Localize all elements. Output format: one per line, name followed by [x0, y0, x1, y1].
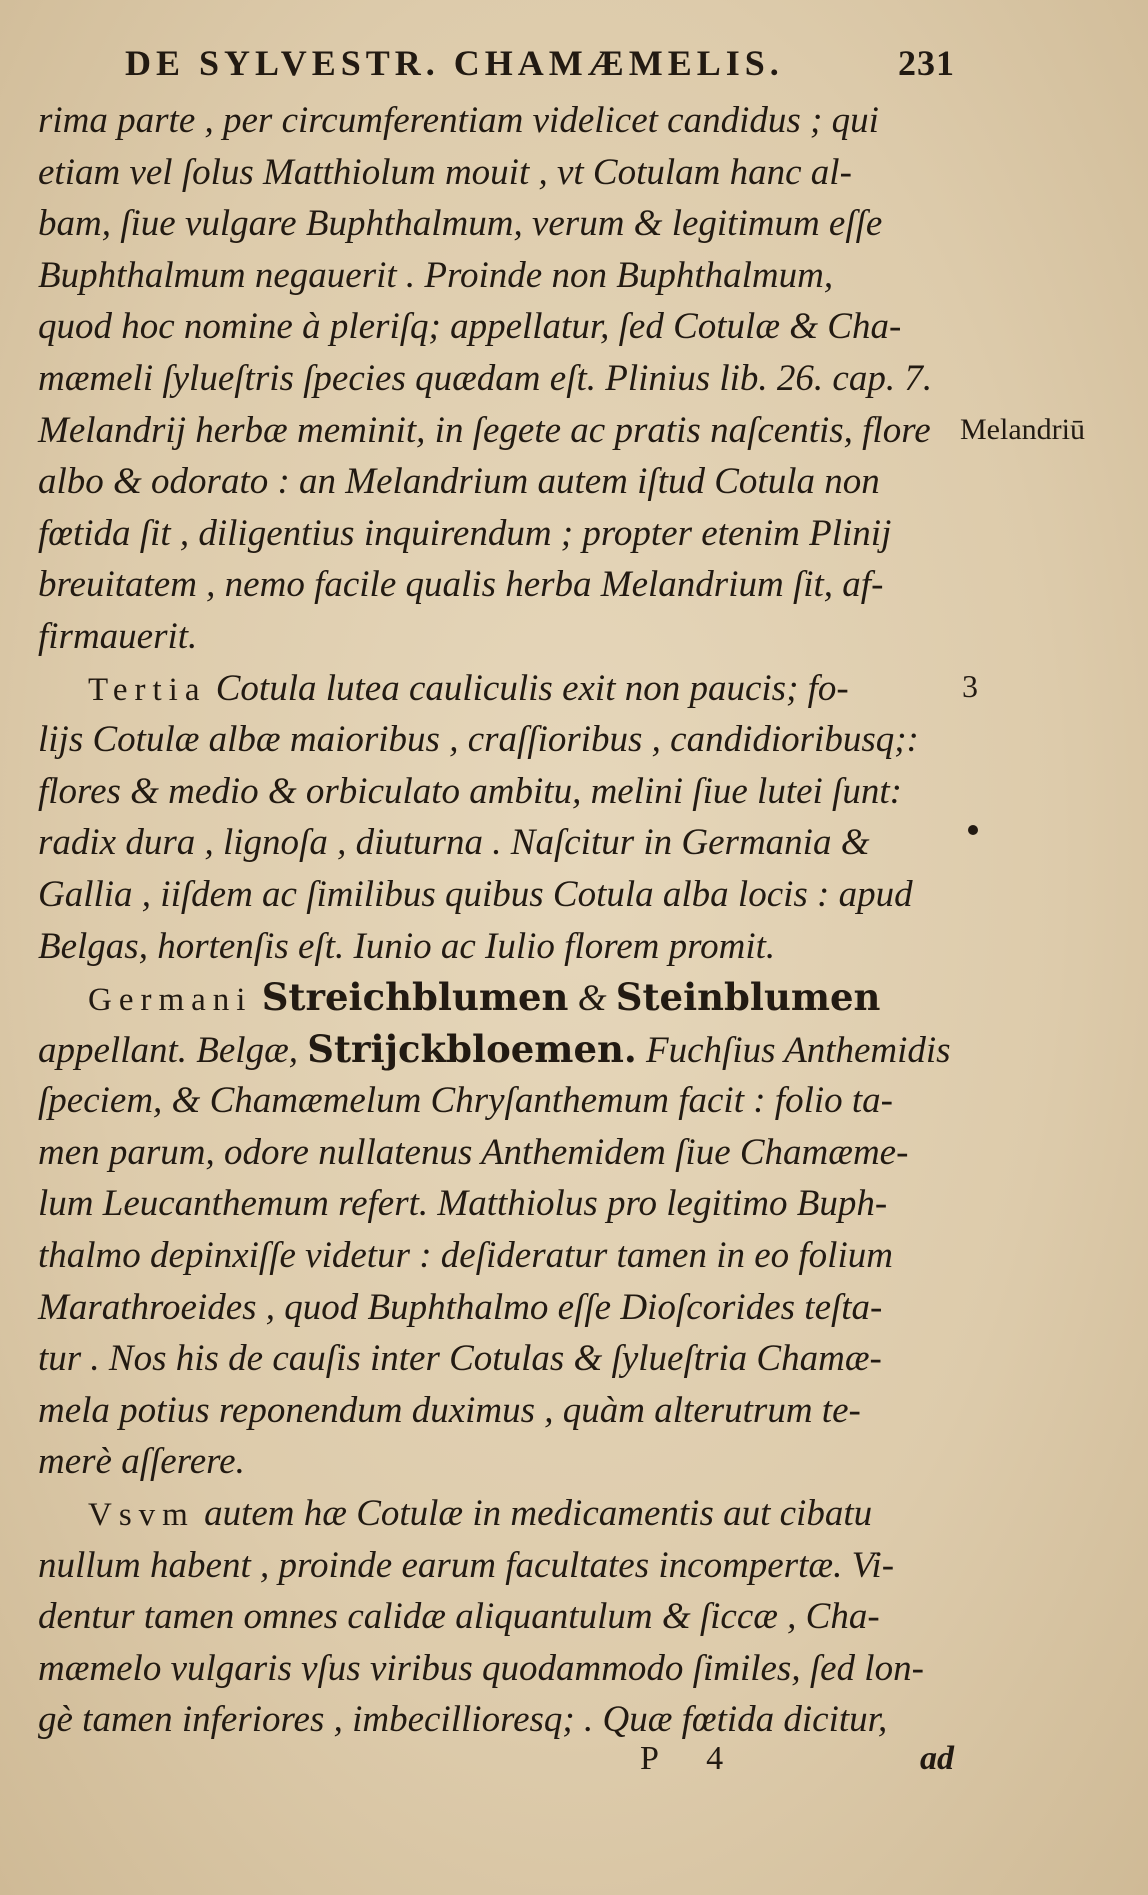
page-number: 231	[898, 43, 955, 83]
german-name: Streichblumen	[261, 975, 569, 1020]
text-line: mæmelo vulgaris vſus viribus quodammodo ſimiles, ſed lon-	[38, 1647, 924, 1689]
text-line: quod hoc nomine à pleriſq; appellatur, ſed Cotulæ & Cha-	[38, 306, 902, 348]
catchword: ad	[920, 1740, 954, 1777]
text-span: Cotula lutea cauliculis exit non paucis; fo-	[206, 667, 849, 709]
text-line: bam, ſiue vulgare Buphthalmum, verum & legitimum eſſe	[38, 203, 883, 245]
text-line: Gallia , iiſdem ac ſimilibus quibus Cotula alba locis : apud	[38, 873, 913, 915]
text-line: flores & medio & orbiculato ambitu, melini ſiue lutei ſunt:	[38, 770, 902, 812]
text-line: Belgas, hortenſis eſt. Iunio ac Iulio florem promit.	[38, 925, 776, 967]
text-line: etiam vel ſolus Matthiolum mouit , vt Cotulam hanc al-	[38, 151, 852, 193]
text-span: &	[568, 978, 616, 1020]
dutch-name: Strijckbloemen.	[307, 1026, 637, 1071]
small-caps-lead: Germani	[88, 982, 253, 1019]
paragraph-usum-first-line	[38, 1488, 958, 1540]
margin-note-melandrium: Melandriū	[960, 413, 1085, 446]
body-text	[38, 95, 958, 1746]
text-line: firmauerit.	[38, 615, 198, 657]
text-line: mela potius reponendum duximus , quàm alterutrum te-	[38, 1389, 861, 1431]
text-line: men parum, odore nullatenus Anthemidem ſiue Chamæme-	[38, 1131, 909, 1173]
text-line: dentur tamen omnes calidæ aliquantulum & ſiccæ , Cha-	[38, 1596, 880, 1638]
text-line: radix dura , lignoſa , diuturna . Naſcitur in Germania &	[38, 822, 870, 864]
small-caps-lead: Vsvm	[88, 1497, 195, 1534]
margin-dot-icon	[968, 825, 978, 835]
text-line: fœtida ſit , diligentius inquirendum ; propter etenim Plinij	[38, 512, 892, 554]
text-line: breuitatem , nemo facile qualis herba Melandrium ſit, af-	[38, 564, 884, 606]
text-line: rima parte , per circumferentiam videlicet candidus ; qui	[38, 100, 879, 141]
text-line: Marathroeides , quod Buphthalmo eſſe Dioſcorides teſta-	[38, 1286, 883, 1328]
text-span: appellant. Belgæ,	[38, 1029, 308, 1071]
text-span: autem hæ Cotulæ in medicamentis aut cibatu	[194, 1493, 873, 1535]
text-line: merè aſſerere.	[38, 1441, 245, 1483]
text-span: Fuchſius Anthemidis	[636, 1029, 951, 1071]
paragraph-tertia-first-line	[38, 663, 958, 715]
text-line: lum Leucanthemum refert. Matthiolus pro legitimo Buph-	[38, 1183, 888, 1225]
text-line: albo & odorato : an Melandrium autem iſtud Cotula non	[38, 461, 880, 503]
text-line: ſpeciem, & Chamæmelum Chryſanthemum facit : folio ta-	[38, 1080, 893, 1122]
text-line: Buphthalmum negauerit . Proinde non Buphthalmum,	[38, 254, 834, 296]
running-title: DE SYLVESTR. CHAMÆMELIS.	[125, 43, 784, 83]
text-line: mæmeli ſylueſtris ſpecies quædam eſt. Plinius lib. 26. cap. 7.	[38, 357, 933, 399]
text-line: lijs Cotulæ albæ maioribus , craſſioribus , candidioribusq;:	[38, 719, 919, 761]
paragraph-germani-first-line	[38, 972, 958, 1024]
text-line: gè tamen inferiores , imbecillioresq; . Quæ fœtida dicitur,	[38, 1699, 888, 1741]
text-line: nullum habent , proinde earum facultates incompertæ. Vi-	[38, 1544, 895, 1586]
german-name: Steinblumen	[615, 975, 881, 1020]
small-caps-lead: Tertia	[88, 671, 207, 708]
text-line: thalmo depinxiſſe videtur : deſideratur tamen in eo folium	[38, 1235, 893, 1277]
running-header	[125, 42, 955, 92]
text-line: tur . Nos his de cauſis inter Cotulas & ſylueſtria Chamæ-	[38, 1338, 882, 1380]
paragraph-germani-second-line	[38, 1024, 958, 1076]
text-line: Melandrij herbæ meminit, in ſegete ac pratis naſcentis, flore	[38, 409, 931, 451]
margin-number: 3	[962, 668, 978, 704]
signature-mark: P 4	[640, 1740, 744, 1777]
